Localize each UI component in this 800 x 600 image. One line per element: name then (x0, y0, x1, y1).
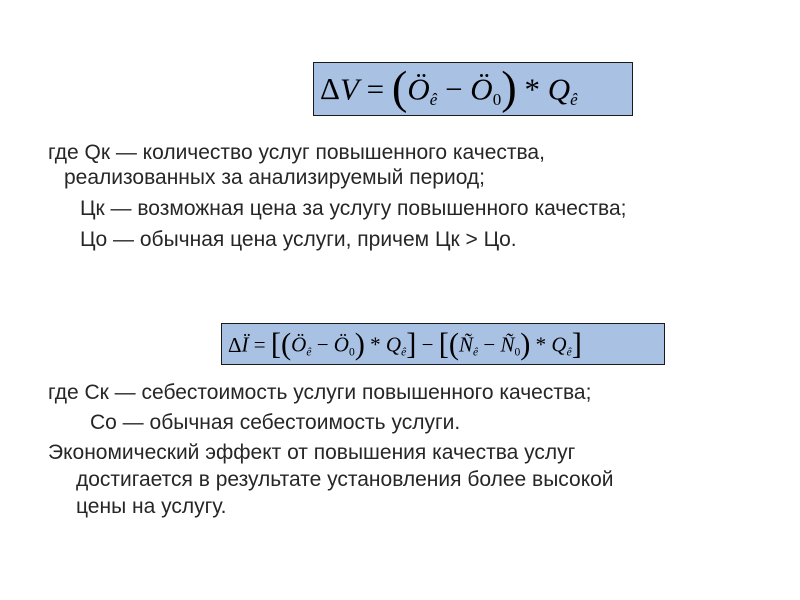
multiply-sign-1: * (364, 332, 386, 357)
formula-box-profit-change (221, 323, 665, 365)
cost-high-term: Ñ (458, 332, 473, 357)
quantity-subscript-1: ê (401, 346, 407, 359)
economic-effect-text-line3: цены на услугу. (76, 495, 227, 518)
definition-tso: Цо — обычная цена услуги, причем Цк > Цо. (80, 228, 517, 251)
cost-base-subscript: 0 (514, 346, 521, 359)
right-bracket-1: ] (406, 327, 417, 361)
economic-effect-text-line2: достигается в результате установления более высокой (76, 468, 614, 491)
right-paren: ) (501, 63, 517, 114)
formula-box-revenue-change (313, 62, 633, 116)
economic-effect-text: Экономический эффект от повышения качества услуг (48, 441, 576, 464)
cost-base-term: Ñ (500, 332, 515, 357)
left-bracket-2: [ (438, 327, 449, 361)
definition-tsk: Цк — возможная цена за услугу повышенного качества; (80, 197, 627, 220)
multiply-sign: * (516, 71, 548, 107)
definition-qk-continued: реализованных за анализируемый период; (64, 166, 486, 189)
right-paren-2: ) (520, 327, 531, 361)
minus-sign-mid: − (416, 332, 439, 357)
definition-so: Со — обычная себестоимость услуги. (90, 411, 461, 434)
minus-sign: − (437, 71, 471, 107)
price-base-term: Ö (333, 332, 349, 357)
left-paren: ( (391, 63, 408, 114)
quantity-term: Q (547, 71, 571, 107)
price-high-subscript: ê (306, 346, 312, 359)
cost-high-subscript: ê (472, 346, 479, 359)
right-paren-1: ) (354, 327, 365, 361)
price-base-subscript: 0 (348, 346, 355, 359)
price-base-subscript: 0 (492, 90, 502, 110)
left-paren-1: ( (281, 327, 292, 361)
left-bracket-1: [ (270, 327, 281, 361)
equals-sign: = (248, 332, 271, 357)
equals-sign: = (358, 71, 392, 107)
variable-v: V (339, 71, 359, 107)
left-paren-2: ( (448, 327, 459, 361)
price-high-subscript: ê (429, 90, 438, 110)
delta-symbol: Δ (228, 332, 242, 357)
price-high-term: Ö (407, 71, 430, 107)
minus-sign-1: − (311, 332, 334, 357)
definition-qk: где Qк — количество услуг повышенного качества, (48, 141, 545, 164)
multiply-sign-2: * (530, 332, 552, 357)
quantity-subscript-2: ê (566, 346, 572, 359)
price-base-term: Ö (470, 71, 493, 107)
delta-symbol: Δ (320, 71, 340, 107)
quantity-term-2: Q (551, 332, 567, 357)
definition-sk: где Ск — себестоимость услуги повышенного качества; (48, 381, 592, 404)
minus-sign-2: − (478, 332, 501, 357)
variable-profit: Ï (241, 332, 249, 357)
quantity-term-1: Q (385, 332, 402, 357)
price-high-term: Ö (291, 332, 307, 357)
quantity-subscript: ê (570, 90, 578, 110)
right-bracket-2: ] (571, 327, 582, 361)
